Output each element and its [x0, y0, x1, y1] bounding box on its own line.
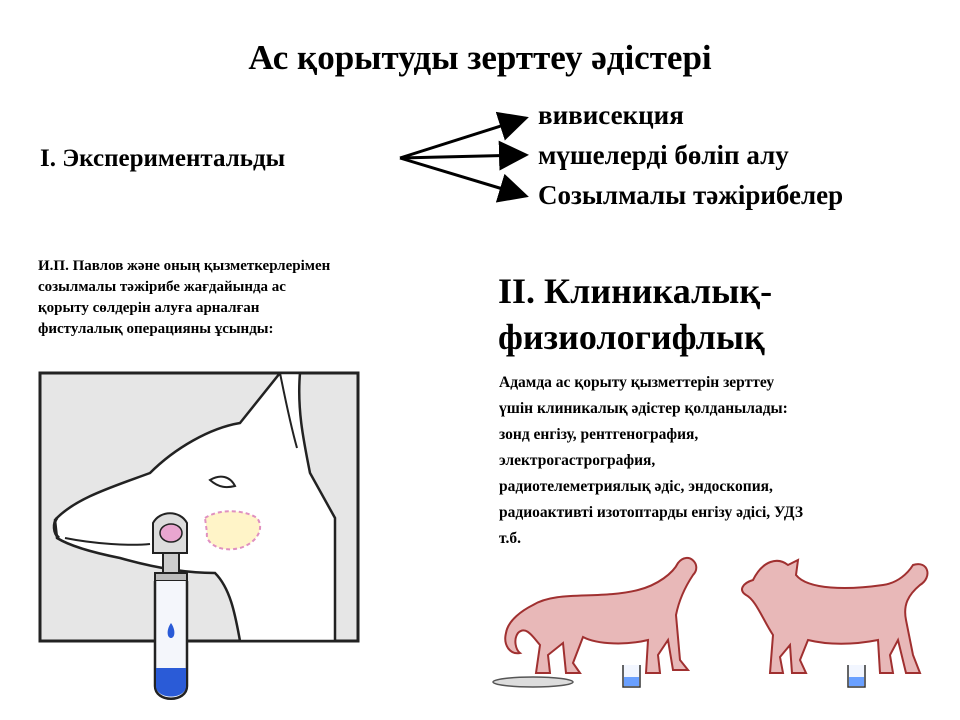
clinical-line: электрогастрография,	[499, 452, 656, 469]
clinical-heading	[498, 268, 938, 360]
method-organ-isolation: мүшелерді бөліп алу	[538, 140, 789, 170]
experimental-heading: І. Экспериментальды	[40, 145, 286, 172]
clinical-line: т.б.	[499, 530, 521, 547]
clinical-line: зонд енгізу, рентгенография,	[499, 426, 699, 443]
pavlov-line: фистулалық операцияны ұсынды:	[38, 321, 274, 337]
clinical-paragraph	[499, 370, 939, 552]
method-chronic-experiments: Созылмалы тәжірибелер	[538, 180, 844, 210]
pavlov-line: И.П. Павлов және оның қызметкерлерімен	[38, 258, 331, 274]
clinical-line: үшін клиникалық әдістер қолданылады:	[499, 400, 788, 417]
method-vivisection: вивисекция	[538, 100, 684, 130]
page-title: Ас қорытуды зерттеу әдістері	[248, 38, 712, 77]
pavlov-line: созылмалы тәжірибе жағдайында ас	[38, 279, 286, 295]
clinical-heading-line: ІІ. Клиникалық-	[498, 271, 773, 311]
fistula-dog-illustration	[35, 368, 365, 708]
clinical-heading-line: физиологифлық	[498, 317, 765, 357]
pavlov-paragraph	[38, 256, 478, 340]
pavlov-line: қорыту сөлдерін алуға арналған	[38, 300, 260, 316]
clinical-line: Адамда ас қорыту қызметтерін зерттеу	[499, 374, 775, 391]
clinical-line: радиоактивті изотоптарды енгізу әдісі, УДЗ	[499, 504, 804, 521]
two-dogs-illustration	[488, 545, 948, 715]
clinical-line: радиотелеметриялық әдіс, эндоскопия,	[499, 478, 773, 495]
